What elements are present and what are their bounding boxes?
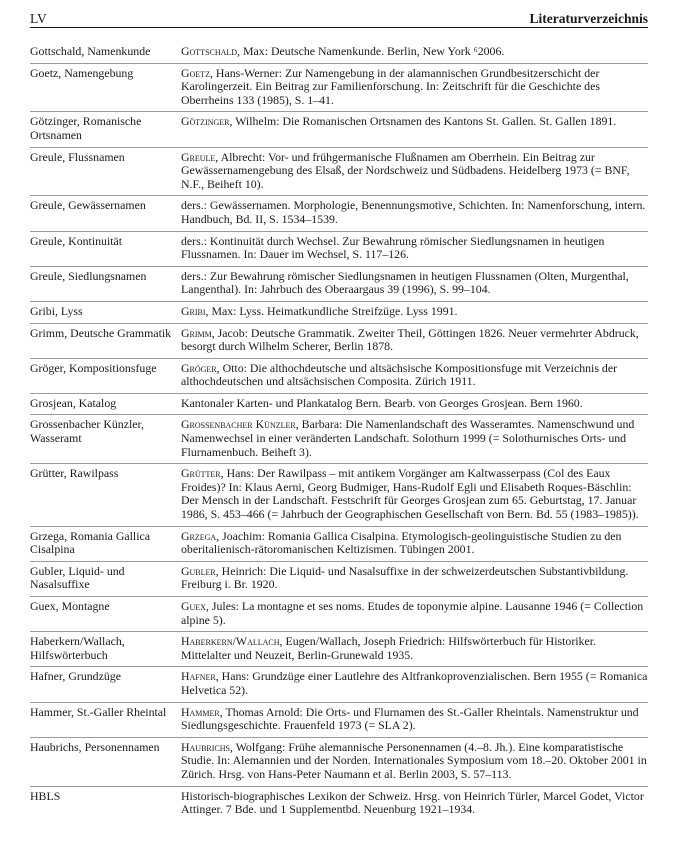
reference-text: , Hans: Grundzüge einer Lautlehre des Altfrankoprovenzialischen. Bern 1955 (= Romanica Helvetica 52). bbox=[180, 669, 648, 697]
author-name: Gottschald bbox=[180, 44, 238, 58]
full-reference bbox=[181, 196, 648, 231]
running-title: Literaturverzeichnis bbox=[529, 11, 648, 26]
reference-text: , Max: Deutsche Namenkunde. Berlin, New York ⁶2006. bbox=[237, 44, 505, 58]
author-name: Hafner bbox=[180, 669, 216, 684]
full-reference bbox=[181, 632, 648, 667]
reference-text: , Wilhelm: Die Romanischen Ortsnamen des Kantons St. Gallen. St. Gallen 1891. bbox=[229, 114, 617, 129]
bibliography-row bbox=[30, 786, 648, 821]
short-title: Greule, Kontinuität bbox=[30, 231, 181, 266]
author-name: Götzinger bbox=[180, 114, 230, 129]
author-name: Greule bbox=[180, 149, 216, 164]
running-header bbox=[30, 11, 648, 28]
bibliography-row bbox=[30, 147, 648, 196]
author-name: Gribi bbox=[180, 303, 206, 318]
author-name: Goetz bbox=[180, 65, 210, 80]
full-reference bbox=[181, 266, 648, 301]
short-title: Haberkern/Wallach, Hilfswörterbuch bbox=[30, 632, 181, 667]
author-name: Hammer bbox=[180, 704, 220, 719]
reference-text: Kantonaler Karten- und Plankatalog Bern. Bearb. von Georges Grosjean. Bern 1960. bbox=[180, 395, 583, 410]
bibliography-row bbox=[30, 266, 648, 301]
short-title: Grossenbacher Künzler, Wasseramt bbox=[30, 415, 181, 464]
author-name: Grzega bbox=[180, 528, 217, 543]
full-reference bbox=[181, 737, 648, 786]
full-reference bbox=[181, 464, 648, 526]
author-name: Haubrichs bbox=[180, 739, 230, 754]
bibliography-row bbox=[30, 358, 648, 393]
bibliography-row bbox=[30, 737, 648, 786]
reference-text: , Heinrich: Die Liquid- und Nasalsuffixe in der schweizerdeutschen Substantivbildung. Freiburg i. Br. 1920. bbox=[180, 563, 629, 592]
short-title: Grosjean, Katalog bbox=[30, 393, 181, 415]
full-reference bbox=[181, 702, 648, 737]
bibliography-row bbox=[30, 526, 648, 561]
author-name: Gubler bbox=[180, 563, 216, 578]
short-title: Grütter, Rawilpass bbox=[30, 464, 181, 526]
reference-text: , Hans-Werner: Zur Namengebung in der alamannischen Grundbesitzerschicht der Karolingerzeit. Ein Beitrag zur Familienforschung. In: Zeitschrift für die Geschichte des Oberrheins 133 (1985), S. 1–41. bbox=[180, 65, 600, 107]
author-name: Grütter bbox=[180, 466, 221, 481]
reference-text: , Wolfgang: Frühe alemannische Personennamen (4.–8. Jh.). Eine komparatistische Studie. In: Alemannien und der Norden. Internationales Symposium vom 18.–20. Oktober 2001 in Zürich. Hrsg. von Hans-Peter Naumann et al. Berlin 2003, S. 57–113. bbox=[180, 739, 647, 781]
bibliography-row bbox=[30, 597, 648, 632]
reference-text: , Hans: Der Rawilpass – mit antikem Vorgänger am Kaltwasserpass (Col des Eaux Froides)? In: Klaus Aerni, Georg Budmiger, Hans-Rudolf Egli und Elisabeth Roques-Bäschlin: Der Mensch in der Landschaft. Festschrift für Georges Grosjean zum 65. Geburtstag, 17. Januar 1986, S. 453–466 (= Jahrbuch der Geographischen Gesellschaft von Bern. Bd. 55 (1983–1985)). bbox=[180, 466, 639, 522]
short-title: Grzega, Romania Gallica Cisalpina bbox=[30, 526, 181, 561]
bibliography-row bbox=[30, 415, 648, 464]
author-name: Haberkern/Wallach bbox=[180, 634, 280, 649]
reference-text: Historisch-biographisches Lexikon der Schweiz. Hrsg. von Heinrich Türler, Marcel Godet, Victor Attinger. 7 Bde. und 1 Supplementbd. Neuenburg 1921–1934. bbox=[180, 788, 644, 817]
short-title: Haubrichs, Personennamen bbox=[30, 737, 181, 786]
bibliography-row bbox=[30, 323, 648, 358]
reference-text: , Thomas Arnold: Die Orts- und Flurnamen des St.-Galler Rheintals. Namenstruktur und Siedlungsgeschichte. Frauenfeld 1973 (= SLA 2). bbox=[180, 704, 639, 733]
short-title: Götzinger, Romanische Ortsnamen bbox=[30, 112, 181, 147]
bibliography-row bbox=[30, 667, 648, 702]
reference-text: , Eugen/Wallach, Joseph Friedrich: Hilfswörterbuch für Historiker. Mittelalter und Neuzeit, Berlin-Grunewald 1935. bbox=[180, 634, 596, 662]
full-reference bbox=[181, 393, 648, 415]
bibliography-row bbox=[30, 63, 648, 112]
reference-text: , Otto: Die althochdeutsche und altsächsische Kompositionsfuge mit Verzeichnis der althochdeutschen und altsächsischen Composita. Zürich 1911. bbox=[180, 360, 618, 389]
reference-text: , Max: Lyss. Heimatkundliche Streifzüge. Lyss 1991. bbox=[205, 303, 458, 318]
bibliography-row bbox=[30, 301, 648, 323]
short-title: Hafner, Grundzüge bbox=[30, 667, 181, 702]
author-name: Guex bbox=[180, 599, 206, 613]
reference-text: , Jules: La montagne et ses noms. Etudes de toponymie alpine. Lausanne 1946 (= Collection alpine 5). bbox=[180, 599, 644, 627]
bibliography-row bbox=[30, 561, 648, 596]
full-reference bbox=[181, 231, 648, 266]
reference-text: , Jacob: Deutsche Grammatik. Zweiter Theil, Göttingen 1826. Neuer vermehrter Abdruck, besorgt durch Wilhelm Scherer, Berlin 1878. bbox=[180, 325, 639, 354]
short-title: Goetz, Namengebung bbox=[30, 63, 181, 112]
full-reference bbox=[181, 526, 648, 561]
short-title: Greule, Gewässernamen bbox=[30, 196, 181, 231]
full-reference bbox=[181, 323, 648, 358]
full-reference bbox=[181, 63, 648, 112]
full-reference bbox=[181, 786, 648, 821]
bibliography-row bbox=[30, 632, 648, 667]
reference-text: , Albrecht: Vor- und frühgermanische Flußnamen am Oberrhein. Ein Beitrag zur Gewässernamengebung des Elsaß, der Nordschweiz und Südbadens. Heidelberg 1973 (= BNF, N.F., Beiheft 10). bbox=[180, 149, 630, 191]
bibliography-row bbox=[30, 702, 648, 737]
full-reference bbox=[181, 301, 648, 323]
bibliography-rows bbox=[30, 42, 648, 821]
short-title: Hammer, St.-Galler Rheintal bbox=[30, 702, 181, 737]
short-title: Guex, Montagne bbox=[30, 597, 181, 632]
reference-text: ders.: Zur Bewahrung römischer Siedlungsnamen in heutigen Flussnamen (Olten, Murgenthal, Langenthal). In: Jahrbuch des Oberaargaus 39 (1996), S. 99–104. bbox=[180, 268, 629, 297]
reference-text: , Joachim: Romania Gallica Cisalpina. Etymologisch-geolinguistische Studien zu den oberitalienisch-rätoromanischen Keltizismen. Tübingen 2001. bbox=[180, 528, 622, 557]
short-title: Gribi, Lyss bbox=[30, 301, 181, 323]
short-title: Greule, Siedlungsnamen bbox=[30, 266, 181, 301]
bibliography-table bbox=[30, 42, 648, 821]
page-number: LV bbox=[30, 11, 47, 26]
bibliography-row bbox=[30, 112, 648, 147]
short-title: Gottschald, Namenkunde bbox=[30, 44, 151, 58]
reference-text: ders.: Gewässernamen. Morphologie, Benennungsmotive, Schichten. In: Namenforschung, intern. Handbuch, Bd. II, S. 1534–1539. bbox=[180, 198, 646, 226]
bibliography-row bbox=[30, 464, 648, 526]
full-reference bbox=[181, 415, 648, 464]
full-reference bbox=[181, 561, 648, 596]
short-title: HBLS bbox=[30, 786, 181, 821]
bibliography-row bbox=[30, 196, 648, 231]
short-title: Grimm, Deutsche Grammatik bbox=[30, 323, 181, 358]
short-title: Greule, Flussnamen bbox=[30, 147, 181, 196]
full-reference bbox=[181, 358, 648, 393]
short-title: Gubler, Liquid- und Nasalsuffixe bbox=[30, 561, 181, 596]
reference-text: , Barbara: Die Namenlandschaft des Wasseramtes. Namenschwund und Namenwechsel in einer veränderten Landschaft. Solothurn 1999 (= Solothurnisches Orts- und Flurnamenbuch. Beiheft 3). bbox=[180, 417, 635, 459]
full-reference bbox=[181, 147, 648, 196]
full-reference bbox=[181, 42, 648, 63]
full-reference bbox=[181, 667, 648, 702]
author-name: Gröger bbox=[180, 360, 217, 375]
author-name: Grimm bbox=[180, 325, 212, 340]
full-reference bbox=[181, 597, 648, 632]
bibliography-row bbox=[30, 231, 648, 266]
full-reference bbox=[181, 112, 648, 147]
bibliography-row bbox=[30, 393, 648, 415]
author-name: Grossenbacher Künzler bbox=[180, 417, 296, 432]
reference-text: ders.: Kontinuität durch Wechsel. Zur Bewahrung römischer Siedlungsnamen in heutigen Flussnamen. In: Dauer im Wechsel, S. 117–126. bbox=[180, 233, 605, 262]
bibliography-row bbox=[30, 42, 648, 63]
short-title: Gröger, Kompositionsfuge bbox=[30, 358, 181, 393]
